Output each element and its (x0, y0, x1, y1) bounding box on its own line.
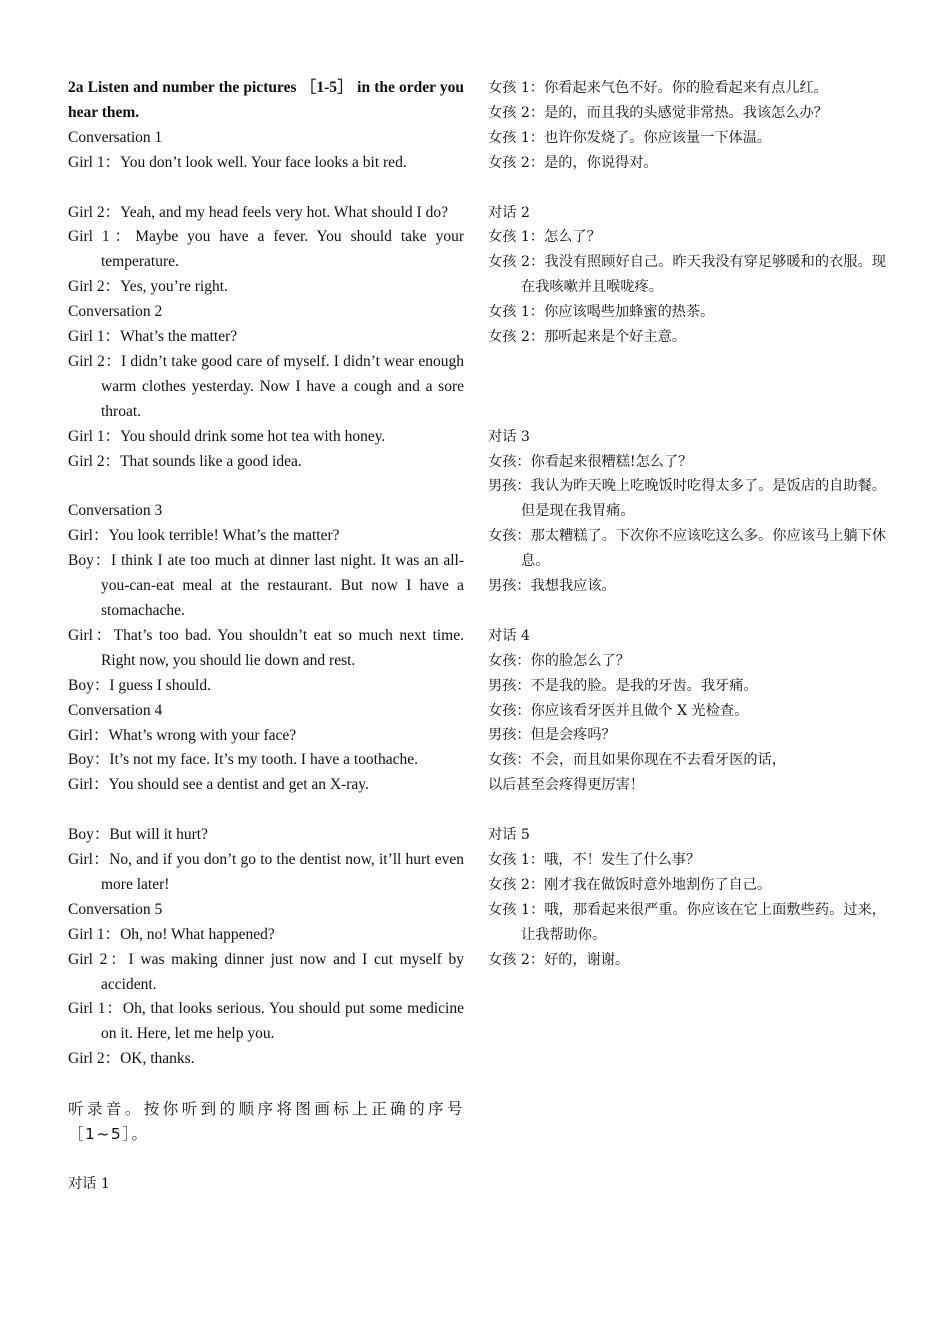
dialogue-line: Girl 2：I didn’t take good care of myself. I didn’t wear enough warm clothes yesterday. Now I have a cough and a sore throat. (68, 352, 464, 420)
translation-line: 女孩 2：好的，谢谢。 (488, 951, 630, 968)
exercise-heading: 2a Listen and number the pictures ［1-5］ in the order you hear them. (68, 79, 464, 121)
translation-line: 女孩：你看起来很糟糕!怎么了？ (488, 453, 693, 470)
conversation-1-title: Conversation 1 (68, 128, 163, 146)
translation-line: 男孩：我想我应该。 (488, 578, 616, 595)
translation-line: 女孩 2：刚才我在做饭时意外地割伤了自己。 (488, 876, 772, 893)
translation-line: 女孩：那太糟糕了。下次你不应该吃这么多。你应该马上躺下休息。 (488, 528, 886, 570)
translation-line: 女孩 2：那听起来是个好主意。 (488, 329, 686, 346)
translation-line: 女孩 1：怎么了？ (488, 229, 601, 246)
dialogue-line: Girl：That’s too bad. You shouldn’t eat so much next time. Right now, you should lie down and rest. (68, 626, 464, 669)
translation-line: 女孩 1：哦，那看起来很严重。你应该在它上面敷些药。过来，让我帮助你。 (488, 901, 886, 943)
translation-line: 女孩：你的脸怎么了？ (488, 652, 630, 669)
dialogue-line: Girl 2：I was making dinner just now and I cut myself by accident. (68, 950, 464, 993)
dialogue-line: Girl：No, and if you don’t go to the dentist now, it’ll hurt even more later! (68, 851, 464, 893)
spacer (68, 798, 464, 823)
translation-line: 女孩 1：你应该喝些加蜂蜜的热茶。 (488, 304, 715, 321)
dialogue-line: Girl 1：You don’t look well. Your face looks a bit red. (68, 153, 407, 171)
dialogue-line: Girl：You should see a dentist and get an X-ray. (68, 776, 369, 794)
spacer (488, 798, 886, 823)
translation-line: 女孩 1：你看起来气色不好。你的脸看起来有点儿红。 (488, 80, 828, 96)
dialogue-line: Girl：You look terrible! What’s the matter? (68, 527, 340, 545)
chinese-conversation-1-title: 对话 1 (68, 1175, 110, 1192)
english-transcript-column (68, 76, 464, 1197)
translation-line: 女孩 2：是的，你说得对。 (488, 154, 658, 171)
translation-conversation-4-title: 对话 4 (488, 627, 530, 644)
spacer (68, 176, 464, 201)
spacer (68, 474, 464, 499)
chinese-translation-column (488, 76, 886, 973)
translation-conversation-3-title: 对话 3 (488, 428, 530, 445)
dialogue-line: Girl：What’s wrong with your face? (68, 726, 297, 744)
translation-line: 女孩 1：哦，不！发生了什么事？ (488, 852, 701, 868)
translation-line: 女孩：你应该看牙医并且做个 X 光检查。 (488, 702, 749, 719)
conversation-3-title: Conversation 3 (68, 502, 163, 520)
spacer (68, 1147, 464, 1172)
dialogue-line: Boy：I guess I should. (68, 676, 211, 694)
conversation-4-title: Conversation 4 (68, 701, 163, 719)
translation-line: 男孩：但是会疼吗？ (488, 727, 616, 744)
translation-line: 男孩：我认为昨天晚上吃晚饭时吃得太多了。是饭店的自助餐。但是现在我胃痛。 (488, 478, 886, 520)
spacer (488, 350, 886, 375)
conversation-5-title: Conversation 5 (68, 900, 163, 918)
dialogue-line: Boy：I think I ate too much at dinner last night. It was an all-you-can-eat meal at the restaurant. But now I have a stomachache. (68, 552, 464, 619)
dialogue-line: Girl 1：What’s the matter? (68, 328, 238, 346)
spacer (488, 599, 886, 624)
dialogue-line: Boy：It’s not my face. It’s my tooth. I have a toothache. (68, 751, 418, 769)
dialogue-line: Girl 1：Maybe you have a fever. You should take your temperature. (68, 228, 464, 271)
dialogue-line: Girl 2：Yes, you’re right. (68, 278, 228, 296)
dialogue-line: Girl 2：OK, thanks. (68, 1050, 195, 1068)
dialogue-line: Girl 1：Oh, no! What happened? (68, 925, 275, 943)
spacer (488, 375, 886, 400)
translation-conversation-2-title: 对话 2 (488, 204, 530, 221)
spacer (68, 1072, 464, 1097)
spacer (488, 176, 886, 201)
spacer (488, 400, 886, 425)
translation-line: 女孩 1：也许你发烧了。你应该量一下体温。 (488, 129, 772, 146)
dialogue-line: Girl 1：You should drink some hot tea with honey. (68, 427, 386, 445)
dialogue-line: Boy：But will it hurt? (68, 826, 208, 844)
dialogue-line: Girl 1：Oh, that looks serious. You should put some medicine on it. Here, let me help you. (68, 1000, 464, 1043)
translation-line: 以后甚至会疼得更厉害！ (488, 777, 645, 794)
dialogue-line: Girl 2：That sounds like a good idea. (68, 452, 302, 470)
translation-line: 女孩：不会，而且如果你现在不去看牙医的话， (488, 752, 786, 769)
dialogue-line: Girl 2：Yeah, and my head feels very hot. What should I do? (68, 203, 448, 221)
translation-line: 女孩 2：是的，而且我的头感觉非常热。我该怎么办？ (488, 104, 828, 121)
translation-line: 女孩 2：我没有照顾好自己。昨天我没有穿足够暖和的衣服。现在我咳嗽并且喉咙疼。 (488, 254, 886, 296)
translation-line: 男孩：不是我的脸。是我的牙齿。我牙痛。 (488, 677, 758, 694)
conversation-2-title: Conversation 2 (68, 303, 163, 321)
translation-conversation-5-title: 对话 5 (488, 827, 530, 844)
chinese-instruction-heading: 听录音。按你听到的顺序将图画标上正确的序号［1~5］。 (68, 1100, 464, 1143)
